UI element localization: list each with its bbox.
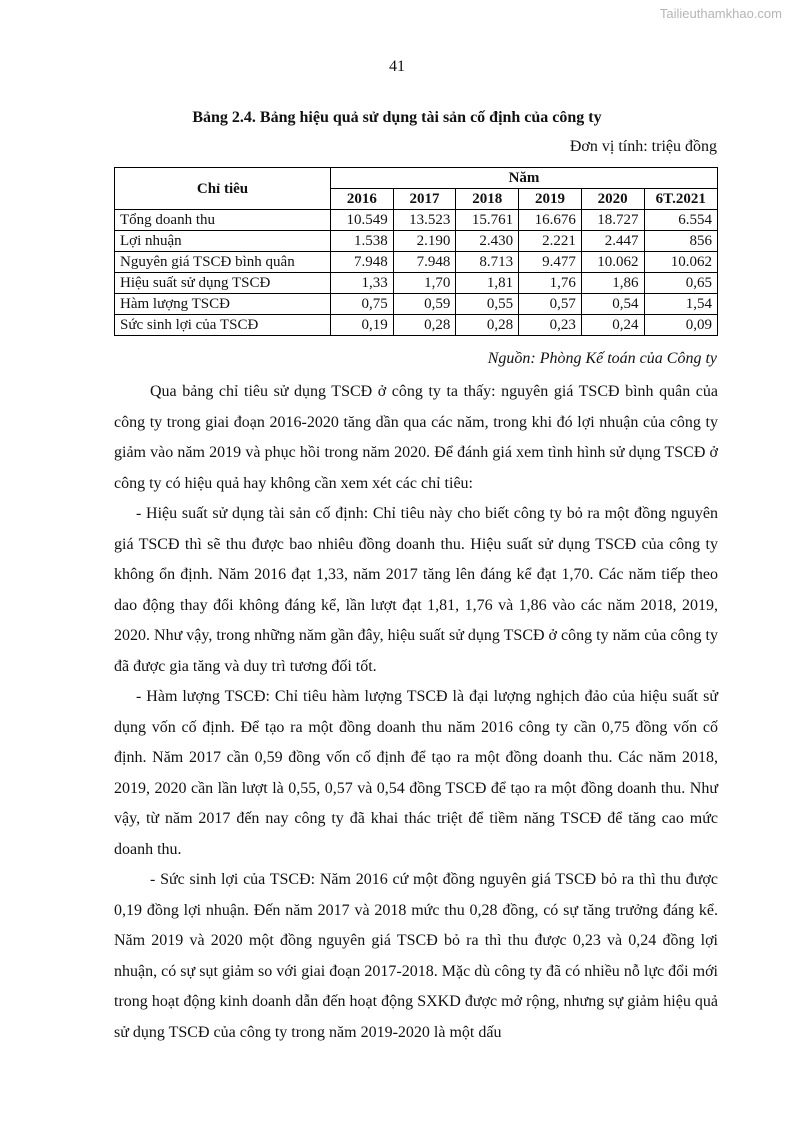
year-header: 2020 (581, 189, 644, 210)
table-cell: 0,59 (393, 294, 456, 315)
table-source-note: Nguồn: Phòng Kế toán của Công ty (487, 350, 717, 367)
table-cell: 1,33 (331, 273, 394, 294)
year-header: 2018 (456, 189, 519, 210)
table-cell: 8.713 (456, 252, 519, 273)
table-cell: 15.761 (456, 210, 519, 231)
fixed-asset-efficiency-table (114, 167, 718, 336)
row-label: Lợi nhuận (115, 231, 331, 252)
table-cell: 2.190 (393, 231, 456, 252)
year-group-header: Năm (331, 168, 718, 189)
table-cell: 0,65 (644, 273, 717, 294)
watermark: Tailieuthamkhao.com (659, 6, 782, 21)
paragraph-asset-content: - Hàm lượng TSCĐ: Chỉ tiêu hàm lượng TSCĐ là đại lượng nghịch đảo của hiệu suất sử dụng vốn cố định. Để tạo ra một đồng doanh thu năm 2016 công ty cần 0,75 đồng vốn cố định. Năm 2017 cần 0,59 đồng vốn cố định để tạo ra một đồng doanh thu. Các năm 2018, 2019, 2020 cần lần lượt là 0,55, 0,57 và 0,54 đồng TSCĐ để tạo ra một đồng doanh thu. Như vậy, từ năm 2017 đến nay công ty đã khai thác triệt để tiềm năng TSCĐ để tăng cao mức doanh thu. (114, 688, 718, 858)
table-cell: 0,28 (393, 315, 456, 336)
table-cell: 7.948 (393, 252, 456, 273)
table-cell: 0,09 (644, 315, 717, 336)
table-cell: 6.554 (644, 210, 717, 231)
table-cell: 1,76 (519, 273, 582, 294)
table-row (115, 231, 718, 252)
paragraph-profitability: - Sức sinh lợi của TSCĐ: Năm 2016 cứ một đồng nguyên giá TSCĐ bỏ ra thì thu được 0,19 đồng lợi nhuận. Đến năm 2017 và 2018 mức thu 0,28 đồng, có sự tăng trưởng đáng kể. Năm 2019 và 2020 một đồng nguyên giá TSCĐ bỏ ra thì thu được 0,23 và 0,24 đồng lợi nhuận, có sự sụt giảm so với giai đoạn 2017-2018. Mặc dù công ty đã có nhiều nỗ lực đổi mới trong hoạt động kinh doanh dẫn đến hoạt động SXKD được mở rộng, nhưng sự giảm hiệu quả sử dụng TSCĐ của công ty trong năm 2019-2020 là một dấu (114, 871, 718, 1041)
table-row (115, 315, 718, 336)
table-cell: 0,57 (519, 294, 582, 315)
table-cell: 0,54 (581, 294, 644, 315)
year-header: 6T.2021 (644, 189, 717, 210)
unit-note: Đơn vị tính: triệu đồng (569, 138, 717, 155)
table-cell: 856 (644, 231, 717, 252)
body-text (114, 377, 718, 1048)
row-label: Sức sinh lợi của TSCĐ (115, 315, 331, 336)
table-cell: 0,23 (519, 315, 582, 336)
page-number: 41 (389, 58, 405, 75)
table-cell: 13.523 (393, 210, 456, 231)
table-cell: 10.062 (644, 252, 717, 273)
table-row (115, 294, 718, 315)
table-cell: 2.221 (519, 231, 582, 252)
table-cell: 2.447 (581, 231, 644, 252)
row-label: Hàm lượng TSCĐ (115, 294, 331, 315)
table-cell: 0,24 (581, 315, 644, 336)
table-cell: 18.727 (581, 210, 644, 231)
table-cell: 0,55 (456, 294, 519, 315)
table-row (115, 273, 718, 294)
table-cell: 1,81 (456, 273, 519, 294)
table-title: Bảng 2.4. Bảng hiệu quả sử dụng tài sản cố định của công ty (192, 109, 602, 126)
row-label: Tổng doanh thu (115, 210, 331, 231)
paragraph-intro: Qua bảng chỉ tiêu sử dụng TSCĐ ở công ty ta thấy: nguyên giá TSCĐ bình quân của công ty trong giai đoạn 2016-2020 tăng dần qua các năm, trong khi đó lợi nhuận của công ty giảm vào năm 2019 và phục hồi trong năm 2020. Để đánh giá xem tình hình sử dụng TSCĐ ở công ty có hiệu quả hay không cần xem xét các chỉ tiêu: (114, 383, 718, 492)
table-cell: 16.676 (519, 210, 582, 231)
table-cell: 7.948 (331, 252, 394, 273)
table-cell: 1,70 (393, 273, 456, 294)
table-cell: 0,28 (456, 315, 519, 336)
table-cell: 2.430 (456, 231, 519, 252)
label-column-header: Chỉ tiêu (115, 168, 331, 210)
table-cell: 0,75 (331, 294, 394, 315)
row-label: Nguyên giá TSCĐ bình quân (115, 252, 331, 273)
table-cell: 10.062 (581, 252, 644, 273)
table-cell: 10.549 (331, 210, 394, 231)
year-header: 2016 (331, 189, 394, 210)
row-label: Hiệu suất sử dụng TSCĐ (115, 273, 331, 294)
table-row (115, 252, 718, 273)
table-cell: 1.538 (331, 231, 394, 252)
year-header: 2019 (519, 189, 582, 210)
table-cell: 0,19 (331, 315, 394, 336)
table-cell: 1,86 (581, 273, 644, 294)
table-row (115, 210, 718, 231)
year-header: 2017 (393, 189, 456, 210)
table-cell: 9.477 (519, 252, 582, 273)
table-cell: 1,54 (644, 294, 717, 315)
paragraph-efficiency: - Hiệu suất sử dụng tài sản cố định: Chỉ tiêu này cho biết công ty bỏ ra một đồng nguyên giá TSCĐ thì sẽ thu được bao nhiêu đồng doanh thu. Hiệu suất sử dụng TSCĐ của công ty không ổn định. Năm 2016 đạt 1,33, năm 2017 tăng lên đáng kể đạt 1,70. Các năm tiếp theo dao động thay đổi không đáng kể, lần lượt đạt 1,81, 1,76 và 1,86 vào các năm 2018, 2019, 2020. Như vậy, trong những năm gần đây, hiệu suất sử dụng TSCĐ ở công ty năm của công ty đã được gia tăng và duy trì tương đối tốt. (114, 505, 718, 675)
